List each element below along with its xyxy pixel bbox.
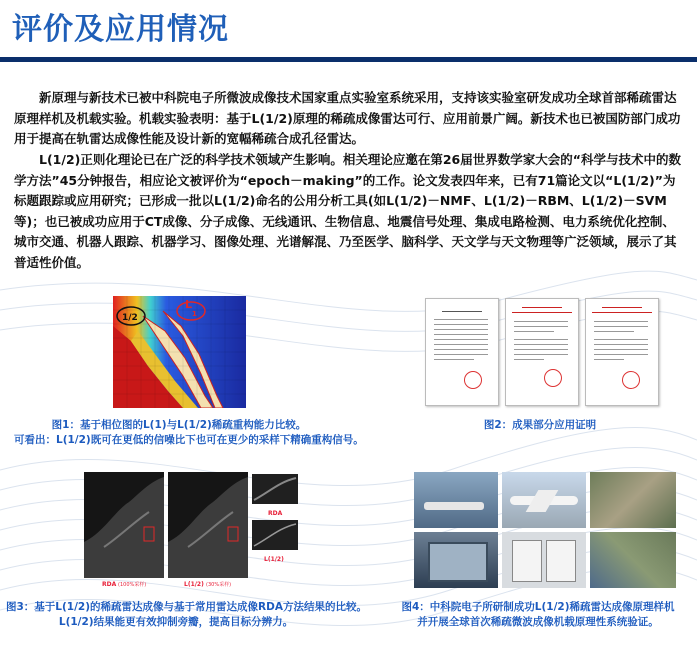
- paragraph-2: L(1/2)正则化理论已在广泛的科学技术领域产生影响。相关理论应邀在第26届世界数学家大会的“科学与技术中的数学方法”45分钟报告，相应论文被评价为“epoch－making”的工作。论文发表四年来，已有71篇论文以“L(1/2)”为标题跟踪或应用研究；已形成一批以L(1/2)命名的公用分析工具(如L(1/2)－NMF、L(1/2)－RBM、L(1/2)－SVM等)；也已被成功应用于CT成像、分子成像、无线通讯、生物信息、地震信号处理、集成电路检测、电力系统优化控制、城市交通、机器人跟踪、机器学习、图像处理、光谱解混、乃至医学、脑科学、天文学与天文物理等广泛领域，展示了其普适性价值。: [14, 152, 681, 270]
- photo-hardware-1: [414, 532, 498, 588]
- sar-label-l12-pct: (30%采样): [206, 582, 232, 588]
- photo-aerial-2: [590, 532, 676, 588]
- sar-label-rda-pct: (100%采样): [118, 582, 147, 588]
- label-l-one-sub: 1: [192, 310, 197, 318]
- red-seal-stamp: [464, 371, 482, 389]
- figure-3-caption-line1: 图3：基于L(1/2)的稀疏雷达成像与基于常用雷达成像RDA方法结果的比较。: [6, 601, 367, 613]
- sar-label-l12: L(1/2): [184, 581, 204, 588]
- certificate-letter-2: [505, 298, 579, 406]
- label-l-one: L: [185, 298, 193, 311]
- title-divider: [0, 57, 697, 62]
- figure-2-certificates: [425, 296, 660, 408]
- certificate-letter-3: [585, 298, 659, 406]
- label-l-half: 1/2: [122, 313, 138, 323]
- photo-aerial-1: [590, 472, 676, 528]
- figure-4-caption: [388, 600, 688, 630]
- figure-3-caption: [6, 600, 367, 630]
- red-seal-stamp: [544, 369, 562, 387]
- photo-hangar: [414, 472, 498, 528]
- figure-1-caption: [14, 418, 364, 448]
- photo-aircraft: [502, 472, 586, 528]
- certificate-letter-1: [425, 298, 499, 406]
- figure-3-caption-line2: L(1/2)结果能更有效抑制旁瓣，提高目标分辨力。: [58, 616, 294, 628]
- figure-4-caption-line1: 图4：中科院电子所研制成功L(1/2)稀疏雷达成像原理样机: [401, 601, 675, 613]
- figure-3-sar-comparison: [84, 472, 304, 590]
- inset-label-rda: RDA: [268, 510, 283, 517]
- figure-4-caption-line2: 并开展全球首次稀疏微波成像机载原理性系统验证。: [417, 616, 659, 628]
- red-seal-stamp: [622, 371, 640, 389]
- paragraph-1: 新原理与新技术已被中科院电子所微波成像技术国家重点实验室系统采用，支持该实验室研发成功全球首部稀疏雷达原理样机及机载实验。机载实验表明：基于L(1/2)原理的稀疏成像雷达可行、应用前景广阔。新技术也已被国防部门成功用于提高在轨雷达成像性能及设计新的宽幅稀疏合成孔径雷达。: [14, 90, 681, 146]
- photo-hardware-2: [502, 532, 586, 588]
- figure-1-phase-diagram: [113, 296, 246, 408]
- phase-diagram-heatmap: [113, 296, 246, 408]
- figure-2-caption: [430, 418, 650, 433]
- figure-4-prototype-photos: [414, 472, 676, 588]
- figure-2-caption-text: 图2：成果部分应用证明: [483, 419, 597, 431]
- sar-label-rda: RDA: [102, 581, 117, 588]
- figure-1-caption-line1: 图1：基于相位图的L(1)与L(1/2)稀疏重构能力比较。: [51, 419, 307, 431]
- inset-label-l12: L(1/2): [264, 556, 284, 563]
- figure-1-caption-line2: 可看出：L(1/2)既可在更低的信噪比下也可在更少的采样下精确重构信号。: [14, 434, 364, 446]
- sar-images: [84, 472, 304, 590]
- page-title: 评价及应用情况: [12, 12, 229, 47]
